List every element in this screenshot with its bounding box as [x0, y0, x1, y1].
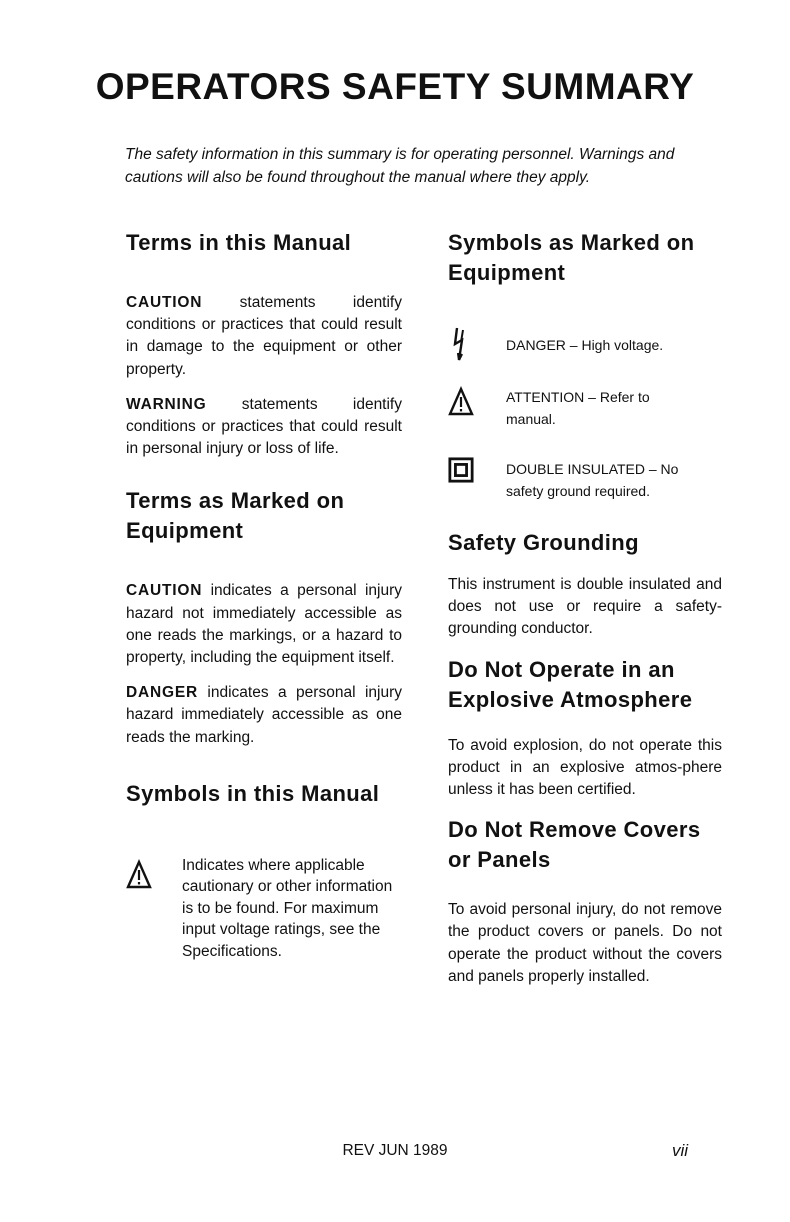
safety-grounding-heading: Safety Grounding — [448, 530, 639, 555]
warning-term: WARNING — [126, 395, 207, 413]
caution-indication-text: indicates a personal injury hazard not immediately accessible as one reads the markings, or a hazard to property, including the equipment itself. — [126, 582, 402, 667]
symbols-in-manual-heading: Symbols in this Manual — [126, 780, 380, 806]
manual-symbol-row — [126, 855, 402, 963]
safety-grounding-text: This instrument is double insulated and does not use or require a safety-grounding conductor. — [448, 576, 722, 638]
terms-on-equipment-heading: Terms as Marked on Equipment — [126, 488, 345, 544]
terms-in-manual-heading: Terms in this Manual — [126, 230, 352, 255]
danger-term: DANGER — [126, 684, 198, 702]
warning-text: statements identify conditions or practices that could result in personal injury or loss of life. — [126, 395, 402, 458]
danger-text: indicates a personal injury hazard immediately accessible as one reads the marking. — [126, 684, 402, 746]
double-insulated-icon — [448, 454, 474, 486]
manual-symbol-text: Indicates where applicable cautionary or other information is to be found. For maximum input voltage ratings, see the Specifications. — [182, 856, 393, 960]
symbol-text: ATTENTION – Refer to manual. — [506, 389, 650, 427]
danger-indication — [126, 682, 402, 749]
explosive-atmosphere-text: To avoid explosion, do not operate this product in an explosive atmos-phere unless it has been certified. — [448, 736, 722, 799]
symbol-text: DOUBLE INSULATED – No safety ground required. — [506, 461, 679, 499]
caution-text: statements identify conditions or practices that could result in damage to the equipment or other property. — [126, 294, 402, 378]
right-column — [448, 228, 722, 988]
symbol-row — [448, 384, 722, 454]
warning-statement — [126, 394, 402, 461]
remove-covers-heading: Do Not Remove Covers or Panels — [448, 817, 701, 873]
page-title: OPERATORS SAFETY SUMMARY — [95, 66, 695, 107]
symbols-on-equipment-heading: Symbols as Marked on Equipment — [448, 230, 695, 285]
caution-triangle-icon — [126, 859, 152, 891]
explosive-atmosphere-heading: Do Not Operate in an Explosive Atmosphere — [448, 656, 693, 712]
intro-paragraph: The safety information in this summary is for operating personnel. Warnings and cautions will also be found throughout the manual where they apply. — [125, 146, 675, 186]
left-column — [126, 228, 402, 962]
symbol-row — [448, 332, 722, 384]
page-number: vii — [672, 1141, 689, 1160]
remove-covers-text: To avoid personal injury, do not remove the product covers or panels. Do not operate the product without the covers and panels properly installed. — [448, 901, 722, 985]
symbol-row — [448, 454, 722, 528]
attention-icon — [448, 386, 474, 418]
caution-indication — [126, 580, 402, 669]
revision-date: REV JUN 1989 — [342, 1142, 448, 1159]
caution-indication-term: CAUTION — [126, 582, 203, 600]
symbol-text: DANGER – High voltage. — [506, 337, 664, 353]
caution-term: CAUTION — [126, 294, 203, 311]
high-voltage-icon — [448, 326, 474, 362]
caution-statement — [126, 292, 402, 381]
